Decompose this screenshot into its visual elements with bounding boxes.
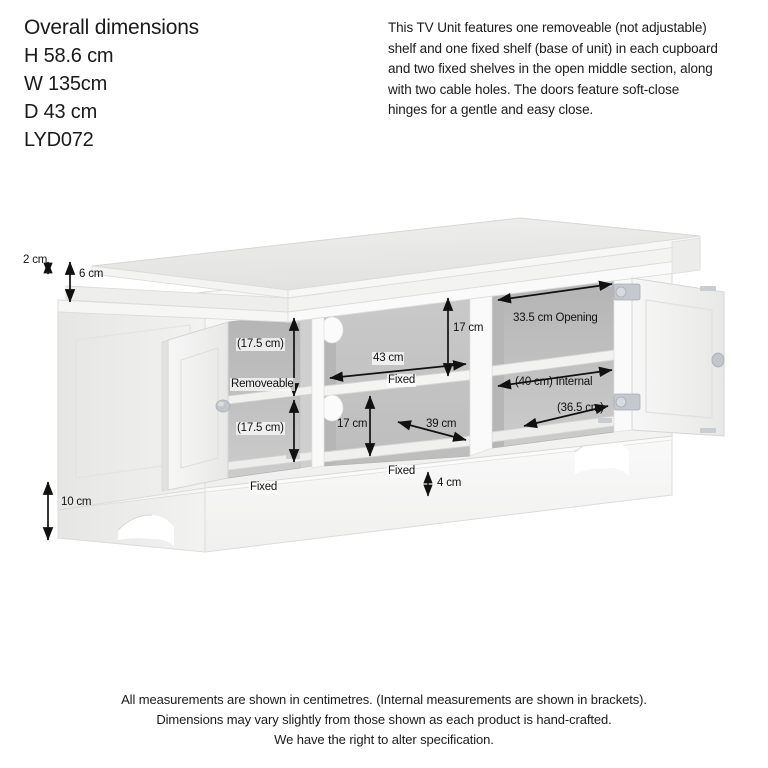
- spec-product-code: LYD072: [24, 129, 94, 151]
- dim-right-internal-width: (40 cm) Internal: [515, 376, 593, 388]
- dim-right-opening: 33.5 cm Opening: [513, 312, 598, 324]
- right-door-knob: [712, 353, 724, 367]
- dim-middle-lower-fixed: Fixed: [388, 465, 416, 477]
- tv-unit-illustration: [0, 200, 768, 620]
- right-door-hinge-upper: [614, 284, 640, 300]
- dim-base-rail: 4 cm: [437, 477, 462, 489]
- dim-middle-lower-height: 17 cm: [337, 418, 368, 430]
- left-door-open[interactable]: [162, 322, 230, 491]
- disclaimer-line-2: Dimensions may vary slightly from those shown as each product is hand-crafted.: [156, 712, 612, 727]
- page-title: Overall dimensions: [24, 16, 199, 39]
- right-cupboard-cavity: [492, 278, 614, 448]
- dim-left-lower-internal: (17.5 cm): [237, 422, 284, 434]
- disclaimer-line-1: All measurements are shown in centimetres. (Internal measurements are shown in brackets).: [121, 692, 647, 707]
- dim-middle-depth: 39 cm: [426, 418, 457, 430]
- dim-right-internal-depth: (36.5 cm): [557, 402, 604, 414]
- dim-plinth-height: 10 cm: [61, 496, 92, 508]
- dim-middle-upper-height: 17 cm: [453, 322, 484, 334]
- dim-left-base-fixed: Fixed: [250, 481, 278, 493]
- spec-height: H 58.6 cm: [24, 45, 114, 67]
- dim-cornice: 6 cm: [79, 268, 104, 280]
- dim-middle-upper-fixed: Fixed: [388, 374, 416, 386]
- dim-middle-width: 43 cm: [373, 352, 404, 364]
- disclaimer-line-3: We have the right to alter specification.: [274, 732, 494, 747]
- dim-left-shelf-removeable: Removeable: [231, 378, 294, 390]
- product-description: This TV Unit features one removeable (not adjustable) shelf and one fixed shelf (base of unit) in each cupboard and two fixed shelves in the open middle section, along with two cable holes. The doors feature soft-close hinges for a gentle and easy close.: [388, 20, 718, 117]
- left-door-knob: [216, 400, 230, 412]
- right-door-hinge-lower: [614, 394, 640, 410]
- spec-width: W 135cm: [24, 73, 108, 95]
- left-cupboard-cavity: [228, 312, 312, 478]
- dim-top-edge: 2 cm: [23, 254, 48, 266]
- measurement-disclaimer: [0, 690, 768, 750]
- overall-dimensions-block: [24, 14, 364, 154]
- spec-depth: D 43 cm: [24, 101, 98, 123]
- dim-left-upper-internal: (17.5 cm): [237, 338, 284, 350]
- tv-unit-diagram: [0, 200, 768, 620]
